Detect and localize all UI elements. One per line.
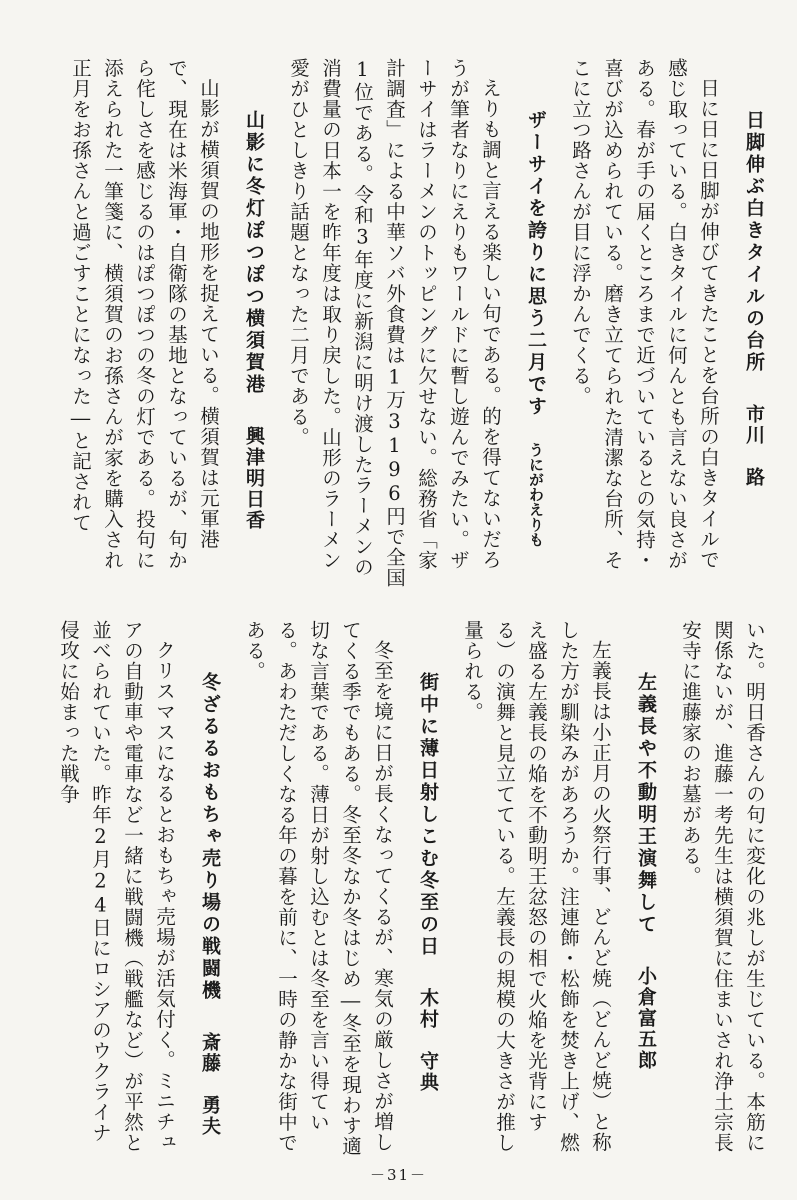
commentary-text: 冬至を境に日が長くなってくるが、寒気の厳しさが増してくる季でもある。冬至冬なか冬はじめ―冬至を現わす適切な言葉である。薄日が射し込むとは冬至を言い得ている。あわただしくなる年の暮を前に、一時の静かな街中である。: [243, 620, 394, 1157]
haiku-heading: [520, 58, 552, 588]
haiku-title: ザーサイを誇りに思う二月です: [525, 110, 547, 418]
haiku-heading: [738, 58, 770, 588]
haiku-author: 市川 路: [743, 404, 765, 489]
haiku-author: 興津明日香: [243, 426, 265, 532]
commentary-text: 日に日に日脚が伸びてきたことを台所の白きタイルで感じ取っている。白きタイルに何んとも言えない良さがある。春が手の届くところまで近づいているとの気持・喜びが込められている。磨き立てられた清潔な台所、そこに立つ路さんが目に浮かんでくる。: [569, 58, 720, 571]
haiku-title: 街中に薄日射しこむ冬至の日: [417, 672, 439, 958]
haiku-heading: [238, 58, 270, 588]
commentary-text: 左義長は小正月の火祭行事、どんど焼（どんど焼）と称した方が馴染みがあろうか。注連飾・松飾を焚き上げ、燃え盛る左義長の焔を不動明王忿怒の相で火焔を光背にする）の演舞と見立てている。左義長の規模の大きさが推し量られる。: [461, 620, 612, 1153]
upper-section: [28, 58, 770, 588]
haiku-entry: [238, 620, 444, 1160]
haiku-author: 小倉富五郎: [635, 966, 657, 1072]
haiku-entry: [64, 58, 270, 588]
haiku-entry: [564, 58, 770, 588]
haiku-title: 左義長や不動明王演舞して: [635, 672, 657, 936]
continued-commentary: いた。明日香さんの句に変化の兆しが生じている。本筋に関係ないが、進藤一考先生は横須賀に住まいされ浄土宗長安寺に進藤家のお墓がある。: [679, 620, 766, 1153]
haiku-title: 山影に冬灯ぽつぽつ横須賀港: [243, 110, 265, 396]
haiku-author: 斎藤 勇夫: [199, 1032, 221, 1138]
haiku-heading: [630, 620, 662, 1160]
haiku-entry: [282, 58, 552, 588]
haiku-entry: [52, 620, 226, 1160]
haiku-entry: [456, 620, 662, 1160]
commentary-text: えりも調と言える楽しい句である。的を得てないだろうが筆者なりにえりもワールドに暫し遊んでみたい。ザーサイはラーメンのトッピングに欠せない。総務省「家計調査」による中華ソバ外食費は1万3196円で全国1位である。令和3年度に新潟に明け渡したラーメンの消費量の日本一を昨年度は取り戻した。山形のラーメン愛がひとしきり話題となった二月である。: [287, 58, 502, 588]
haiku-heading: [194, 620, 226, 1160]
lower-section: [28, 620, 770, 1160]
haiku-author: うにがわえりも: [527, 442, 545, 547]
commentary-text: クリスマスになるとおもちゃ売場が活気付く。ミニチュアの自動車や電車など一緒に戦闘機（戦艦など）が平然と並べられていた。昨年2月24日にロシアのウクライナ侵攻に始まった戦争: [57, 620, 176, 1153]
haiku-author: 木村 守典: [417, 988, 439, 1094]
haiku-title: 冬ざるるおもちゃ売り場の戦闘機: [199, 672, 221, 1002]
haiku-title: 日脚伸ぶ白きタイルの台所: [743, 110, 765, 374]
page-number: －31－: [369, 1166, 428, 1184]
commentary-text: 山影が横須賀の地形を捉えている。横須賀は元軍港で、現在は米海軍・自衛隊の基地となっているが、句から侘しさを感じるのはぽつぽつの冬の灯である。投句に添えられた一筆箋に、横須賀のお孫さんが家を購入され正月をお孫さんと過ごすことになった―と記されて: [69, 58, 220, 571]
haiku-heading: [412, 620, 444, 1160]
